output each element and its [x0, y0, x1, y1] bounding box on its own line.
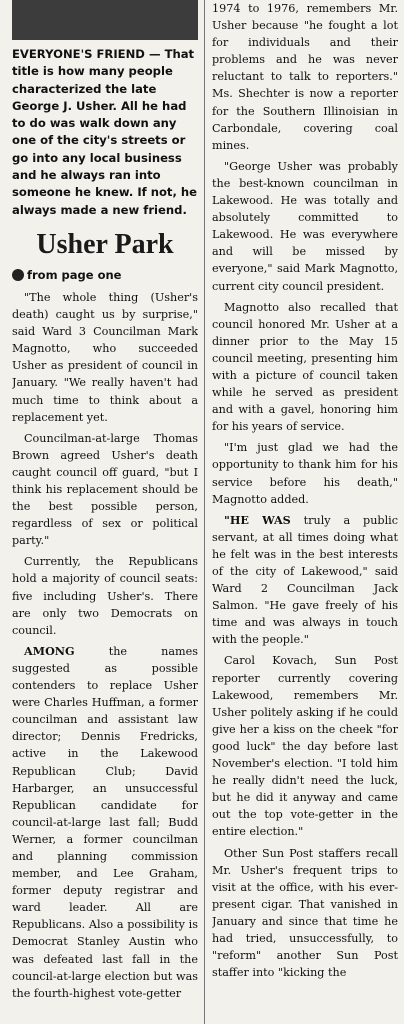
jump-line — [12, 267, 198, 283]
article-paragraph: "I'm just glad we had the opportunity to thank him for his service before his death," Magnotto added. — [212, 441, 398, 506]
article-paragraph: Other Sun Post staffers recall Mr. Usher's frequent trips to visit at the office, with his ever-present cigar. That vanished in January and since that time he had tried, unsuccessfully, to "reform" another Sun Post staffer into "kicking the — [212, 846, 398, 980]
column-rule — [204, 0, 205, 1024]
article-paragraph: Carol Kovach, Sun Post reporter currently covering Lakewood, remembers Mr. Usher politely asking if he could give her a kiss on the cheek "for good luck" the day before last November's election. "I told him he really didn't need the luck, but he did it anyway and came out the top vote-getter in the entire election." — [212, 654, 398, 839]
photo-fragment — [12, 0, 198, 40]
paragraph-lead: AMONG — [24, 643, 75, 658]
paragraph-lead: "HE WAS — [224, 512, 291, 527]
article-paragraph: "George Usher was probably the best-known councilman in Lakewood. He was totally and absolutely committed to Lakewood. He was everywhere and will be missed by everyone," said Mark Magnotto, current city council president. — [212, 159, 398, 293]
article-paragraph: Councilman-at-large Thomas Brown agreed Usher's death caught council off guard, "but I think his replacement should be the best possible person, regardless of sex or political party." — [12, 431, 198, 548]
paragraph-body: truly a public servant, at all times doing what he felt was in the best interests of the city of Lakewood," said Ward 2 Councilman Jack Salmon. "He gave freely of his time and was always in touch with the people." — [212, 513, 398, 647]
headline: Usher Park — [36, 228, 174, 260]
article-paragraph: "The whole thing (Usher's death) caught us by surprise," said Ward 3 Councilman Mark Magnotto, who succeeded Usher as president of council in January. "We really haven't had much time to think about a replacement yet. — [12, 290, 198, 424]
left-column — [12, 0, 198, 1024]
bullet-icon — [12, 269, 24, 281]
article-paragraph: Currently, the Republicans hold a majority of council seats: five including Usher's. There are only two Democrats on council. — [12, 555, 198, 637]
article-paragraph — [12, 643, 198, 1002]
jump-line-text: from page one — [27, 267, 122, 282]
right-column — [212, 0, 398, 1024]
article-paragraph — [212, 512, 398, 649]
photo-caption: EVERYONE'S FRIEND — That title is how many people characterized the late George J. Usher. All he had to do was walk down any one of the city's streets or go into any local business and he always ran into someone he knew. If not, he always made a new friend. — [12, 47, 198, 217]
article-paragraph: 1974 to 1976, remembers Mr. Usher because "he fought a lot for individuals and their problems and he was never reluctant to talk to reporters." Ms. Shechter is now a reporter for the Southern Illinoisian in Carbondale, covering coal mines. — [212, 2, 398, 152]
article-paragraph: Magnotto also recalled that council honored Mr. Usher at a dinner prior to the May 15 council meeting, presenting him with a picture of council taken while he served as president and with a gavel, honoring him for his years of service. — [212, 300, 398, 434]
paragraph-body: the names suggested as possible contenders to replace Usher were Charles Huffman, a former councilman and assistant law director; Dennis Fredricks, active in the Lakewood Republican Club; David Harbarger, an unsuccessful Republican candidate for council-at-large last fall; Budd Werner, a former councilman and planning commission member, and Lee Graham, former deputy registrar and ward leader. All are Republicans. Also a possibility is Democrat Stanley Austin who was defeated last fall in the council-at-large election but was the fourth-highest vote-getter — [12, 644, 198, 1000]
